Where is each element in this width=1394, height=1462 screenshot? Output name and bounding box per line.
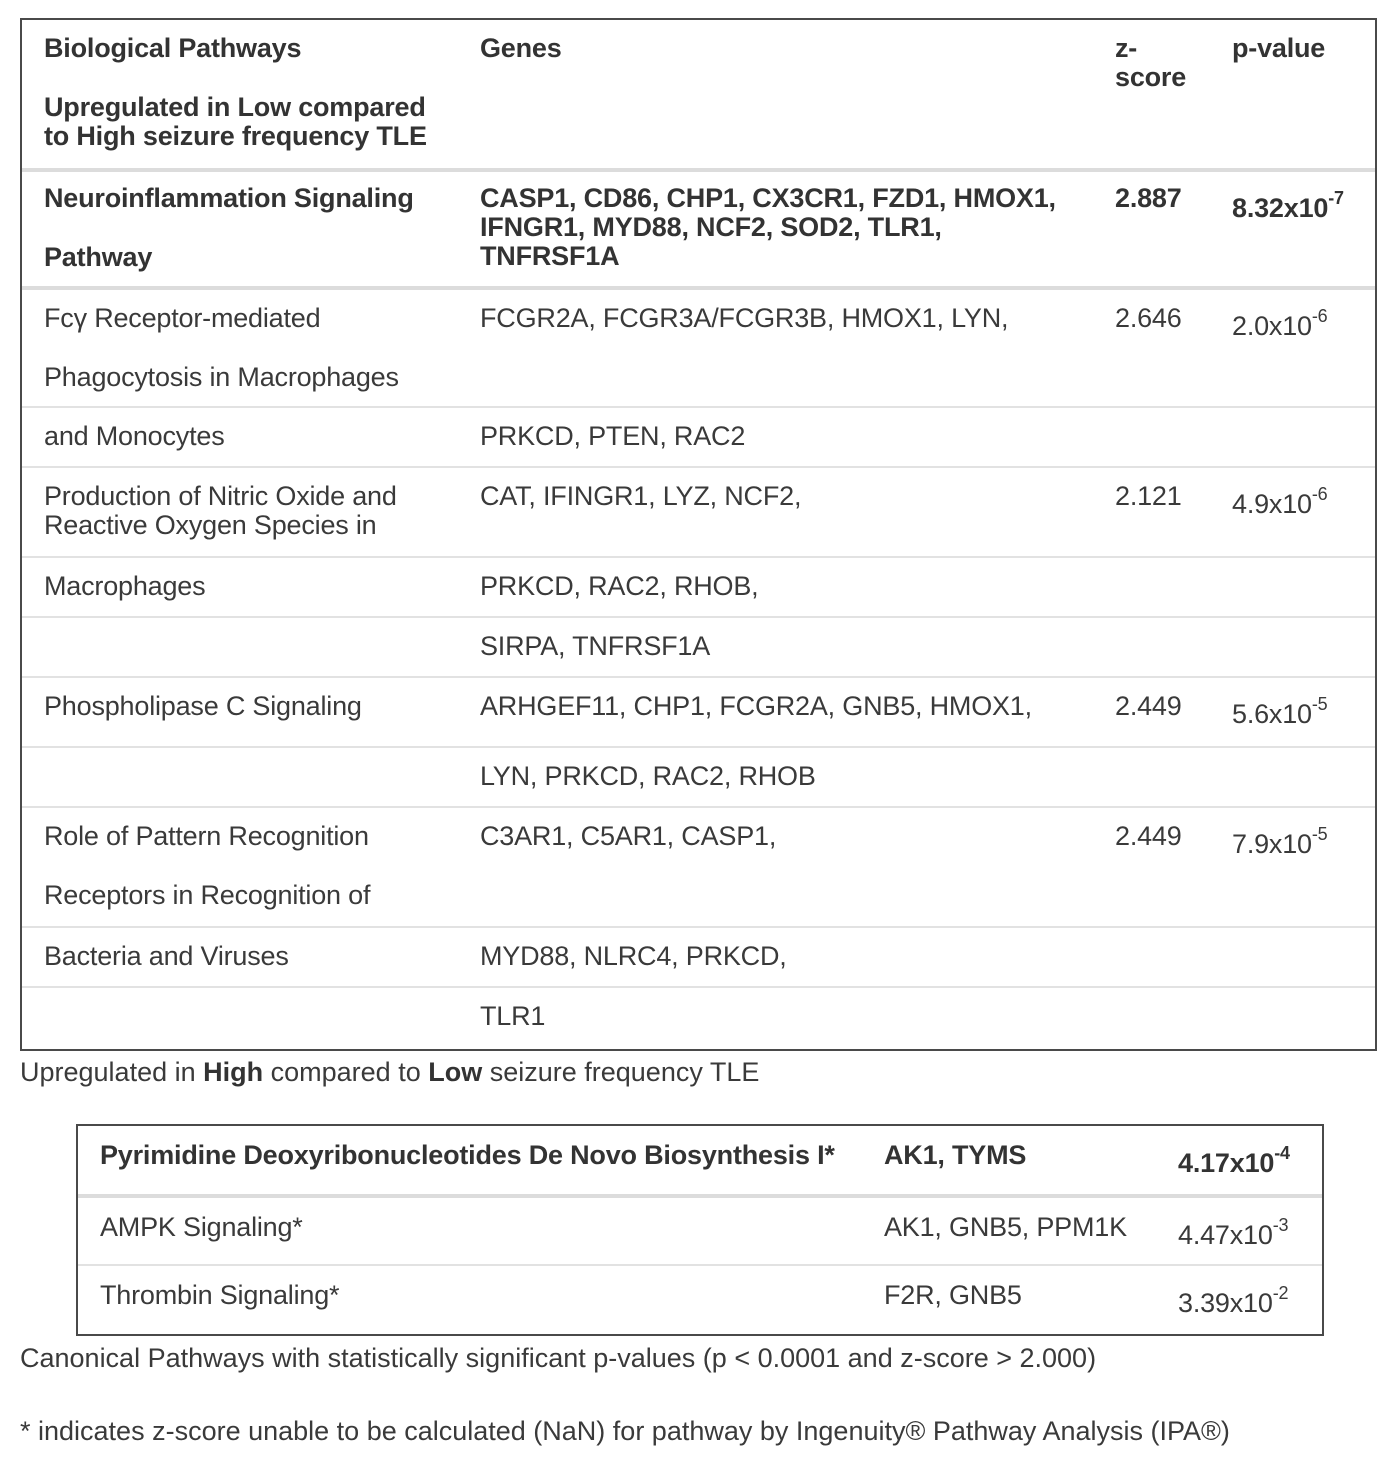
- table-row: [22, 926, 1375, 988]
- genes-list: FCGR2A, FCGR3A/FCGR3B, HMOX1, LYN,: [480, 303, 1009, 333]
- table-row: [22, 676, 1375, 748]
- pathway-name-cont: Pathway: [44, 242, 153, 272]
- table-row: [22, 406, 1375, 468]
- zscore-value: 2.887: [1115, 183, 1182, 213]
- pathway-name: Role of Pattern Recognition: [44, 821, 369, 851]
- table-row: [22, 286, 1375, 410]
- table-row: [22, 986, 1375, 1051]
- pathways-table-low-vs-high: [20, 18, 1377, 1051]
- pvalue: $4.47x10^{-3}$: [1178, 1215, 1289, 1250]
- header-genes: Genes: [480, 33, 562, 63]
- genes-list: MYD88, NLRC4, PRKCD,: [480, 941, 787, 971]
- pvalue: $7.9x10^{-5}$: [1232, 824, 1328, 859]
- genes-list-cont: TNFRSF1A: [480, 241, 620, 271]
- pathway-name-cont: Reactive Oxygen Species in: [44, 510, 377, 540]
- table-row: [78, 1126, 1322, 1194]
- genes-list: F2R, GNB5: [884, 1280, 1022, 1310]
- pathway-name: Thrombin Signaling*: [100, 1280, 340, 1310]
- pvalue: $4.17x10^{-4}$: [1178, 1143, 1290, 1178]
- pathway-name: Fcγ Receptor-mediated: [44, 303, 321, 333]
- table-row: [78, 1264, 1322, 1336]
- pathway-name-cont: Macrophages: [44, 571, 206, 601]
- genes-list: PRKCD, RAC2, RHOB,: [480, 571, 759, 601]
- zscore-value: 2.449: [1115, 821, 1182, 851]
- pathway-name-cont: Receptors in Recognition of: [44, 880, 371, 910]
- genes-list-cont: IFNGR1, MYD88, NCF2, SOD2, TLR1,: [480, 212, 942, 242]
- pathway-name-cont: Bacteria and Viruses: [44, 941, 289, 971]
- table-row: [22, 616, 1375, 678]
- pathways-table-high-vs-low: [76, 1124, 1324, 1336]
- table-row: [22, 556, 1375, 618]
- genes-list: TLR1: [480, 1001, 546, 1031]
- header-biological-pathways: Biological Pathways: [44, 33, 302, 63]
- genes-list: SIRPA, TNFRSF1A: [480, 631, 711, 661]
- zscore-value: 2.449: [1115, 691, 1182, 721]
- pathway-name: Pyrimidine Deoxyribonucleotides De Novo Biosynthesis I*: [100, 1140, 835, 1170]
- genes-list: ARHGEF11, CHP1, FCGR2A, GNB5, HMOX1,: [480, 691, 1032, 721]
- pathway-name: Neuroinflammation Signaling: [44, 183, 414, 213]
- genes-list: AK1, TYMS: [884, 1140, 1027, 1170]
- table-header-row: [22, 20, 1375, 168]
- zscore-value: 2.646: [1115, 303, 1182, 333]
- pathway-name: AMPK Signaling*: [100, 1212, 303, 1242]
- table-row: [22, 168, 1375, 290]
- genes-list: C3AR1, C5AR1, CASP1,: [480, 821, 777, 851]
- header-zscore-line1: z-: [1115, 33, 1138, 63]
- pathway-name: Phospholipase C Signaling: [44, 691, 362, 721]
- footnote-asterisk: * indicates z-score unable to be calculated (NaN) for pathway by Ingenuity® Pathway Analysis (IPA®): [20, 1416, 1230, 1446]
- header-section-label-line2: to High seizure frequency TLE: [44, 121, 427, 151]
- header-pvalue: p-value: [1232, 33, 1326, 63]
- header-section-label-line1: Upregulated in Low compared: [44, 92, 426, 122]
- footnote-significance-criteria: Canonical Pathways with statistically significant p-values (p < 0.0001 and z-score > 2.000): [20, 1343, 1097, 1373]
- pvalue: $4.9x10^{-6}$: [1232, 484, 1328, 519]
- genes-list: CASP1, CD86, CHP1, CX3CR1, FZD1, HMOX1,: [480, 183, 1056, 213]
- genes-list: CAT, IFINGR1, LYZ, NCF2,: [480, 481, 802, 511]
- pathway-name-cont: Phagocytosis in Macrophages: [44, 362, 399, 392]
- genes-list: PRKCD, PTEN, RAC2: [480, 421, 746, 451]
- genes-list: AK1, GNB5, PPM1K: [884, 1212, 1127, 1242]
- pvalue: $3.39x10^{-2}$: [1178, 1283, 1289, 1318]
- table-row: [22, 806, 1375, 928]
- header-zscore-line2: score: [1115, 62, 1187, 92]
- table-row: [22, 746, 1375, 808]
- zscore-value: 2.121: [1115, 481, 1182, 511]
- pvalue: $5.6x10^{-5}$: [1232, 694, 1328, 729]
- pathway-name: Production of Nitric Oxide and: [44, 481, 397, 511]
- table-row: [78, 1194, 1322, 1268]
- pvalue: $8.32x10^{-7}$: [1232, 188, 1344, 223]
- section-label-high-vs-low: Upregulated in High compared to Low seizure frequency TLE: [20, 1057, 760, 1087]
- pathway-name-cont: and Monocytes: [44, 421, 225, 451]
- pvalue: $2.0x10^{-6}$: [1232, 306, 1328, 341]
- genes-list: LYN, PRKCD, RAC2, RHOB: [480, 761, 816, 791]
- table-row: [22, 466, 1375, 558]
